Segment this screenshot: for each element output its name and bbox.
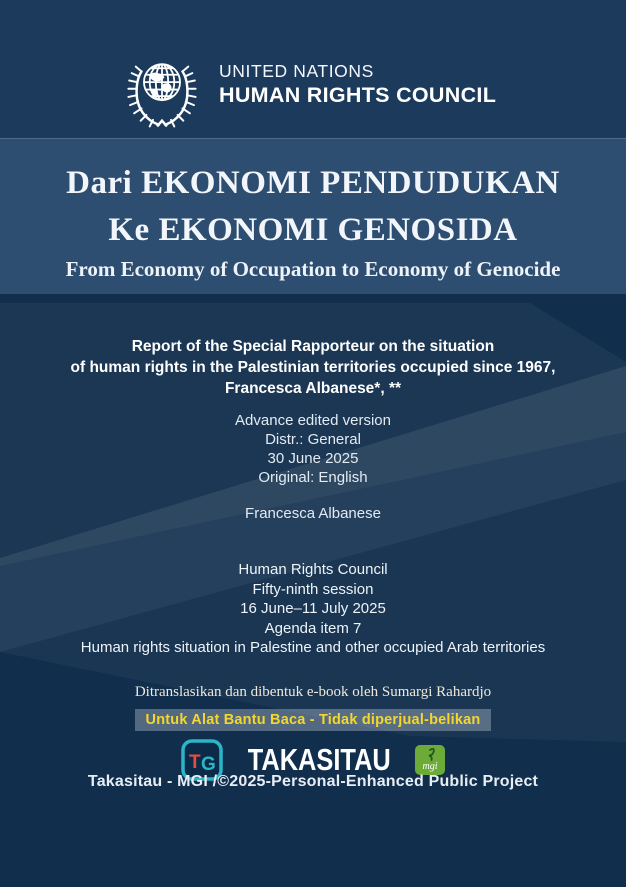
agenda-title: Human rights situation in Palestine and other occupied Arab territories — [80, 639, 546, 656]
version-label: Advance edited version — [235, 412, 391, 429]
agenda-item: Agenda item 7 — [264, 619, 362, 637]
title-line-2: Ke EKONOMI GENOSIDA — [108, 212, 518, 248]
tg-icon-letter-g: G — [200, 754, 216, 775]
author-name: Francesca Albanese — [245, 505, 381, 522]
un-header — [219, 63, 496, 106]
original-language: Original: English — [258, 469, 368, 486]
usage-notice-badge: Untuk Alat Bantu Baca - Tidak diperjual-belikan — [135, 709, 492, 731]
tg-icon-letter-t: T — [188, 752, 201, 773]
issuance-info — [0, 411, 626, 487]
takasitau-wordmark: TAKASITAU — [247, 742, 391, 777]
cover-subtitle: From Economy of Occupation to Economy of Genocide — [65, 257, 561, 281]
report-line-2: of human rights in the Palestinian territories occupied since 1967, — [70, 359, 556, 376]
cover-title — [0, 160, 626, 254]
report-line-3: Francesca Albanese*, ** — [224, 380, 402, 397]
report-heading — [0, 336, 626, 399]
copyright-footer: Takasitau - MGI /©2025-Personal-Enhanced Public Project — [87, 773, 539, 790]
council-name: HUMAN RIGHTS COUNCIL — [219, 82, 497, 107]
distribution-label: Distr.: General — [265, 431, 361, 448]
session-body: Human Rights Council — [238, 561, 388, 578]
session-info — [0, 560, 626, 658]
issue-date: 30 June 2025 — [267, 450, 359, 467]
translation-credit: Ditranslasikan dan dibentuk e-book oleh Sumargi Rahardjo — [134, 684, 492, 700]
session-dates: 16 June–11 July 2025 — [240, 600, 386, 617]
mgi-label: mgi — [422, 761, 438, 772]
usage-notice-row — [0, 709, 626, 731]
mgi-logo-icon — [415, 745, 445, 775]
title-line-1: Dari EKONOMI PENDUDUKAN — [66, 165, 560, 201]
un-emblem-icon — [121, 50, 203, 134]
org-name: UNITED NATIONS — [219, 61, 374, 81]
report-line-1: Report of the Special Rapporteur on the situation — [131, 338, 495, 355]
session-number: Fifty-ninth session — [252, 580, 374, 598]
